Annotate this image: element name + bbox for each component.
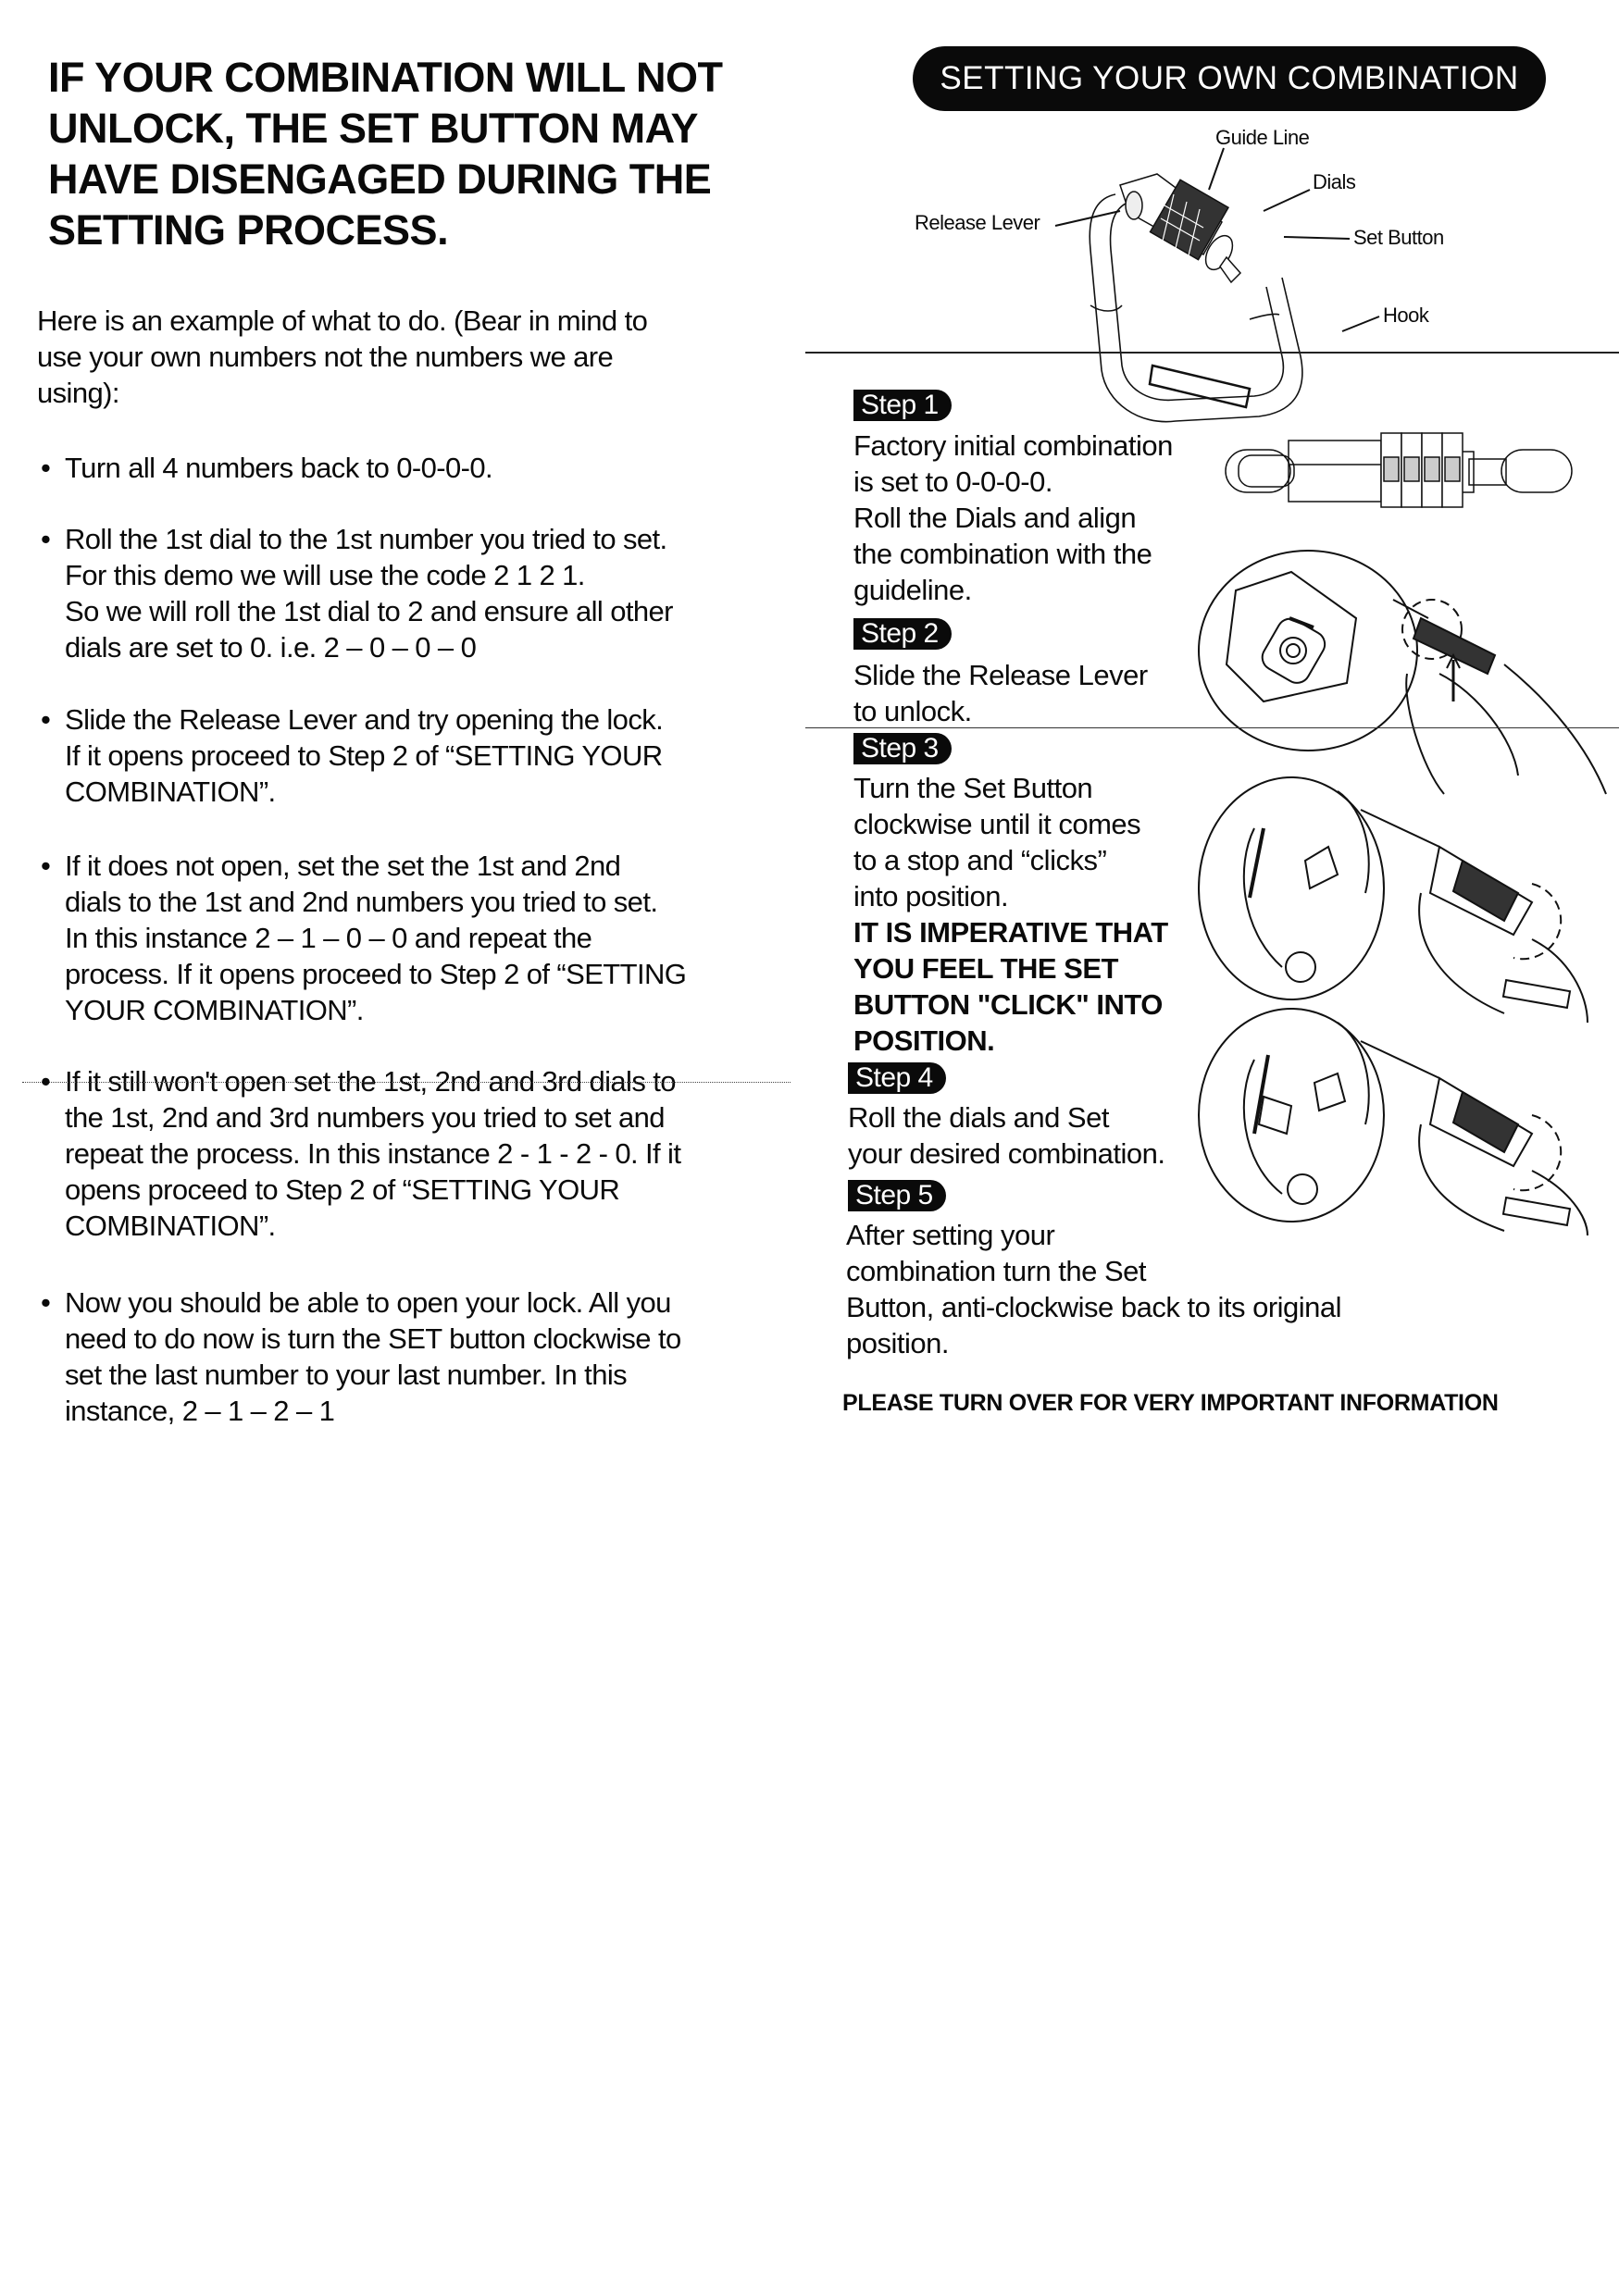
bullet-item <box>41 1063 763 1244</box>
warning-line: BUTTON "CLICK" INTO <box>853 988 1163 1021</box>
divider <box>805 727 1619 728</box>
warning-line: POSITION. <box>853 1024 995 1057</box>
scan-fold-line <box>22 1082 791 1083</box>
warning-line: IT IS IMPERATIVE THAT <box>853 916 1168 949</box>
bullet-line: If it does not open, set the set the 1st and 2nd <box>65 850 621 882</box>
step-badge: Step 1 <box>853 390 952 421</box>
warning-line: YOU FEEL THE SET <box>853 952 1118 985</box>
step-line: Slide the Release Lever <box>853 659 1148 691</box>
step-line: position. <box>846 1327 949 1359</box>
bullet-item <box>41 848 763 1028</box>
step-text <box>853 770 1168 1059</box>
section-header: SETTING YOUR OWN COMBINATION <box>913 46 1546 111</box>
bullet-line: need to do now is turn the SET button clockwise to <box>65 1322 681 1355</box>
step-line: into position. <box>853 880 1009 912</box>
bullet-icon: • <box>41 523 51 555</box>
title-line: UNLOCK, THE SET BUTTON MAY <box>48 105 699 152</box>
bullet-line: opens proceed to Step 2 of “SETTING YOUR <box>65 1173 620 1206</box>
intro-line: use your own numbers not the numbers we are <box>37 341 614 373</box>
intro-line: using): <box>37 377 119 409</box>
title-line: HAVE DISENGAGED DURING THE <box>48 155 712 203</box>
label-hook: Hook <box>1383 304 1429 327</box>
step-line: to unlock. <box>853 695 972 727</box>
step-badge: Step 2 <box>853 618 952 650</box>
divider <box>805 352 1619 354</box>
step-line: to a stop and “clicks” <box>853 844 1107 876</box>
bullet-line: repeat the process. In this instance 2 - 1 - 2 - 0. If it <box>65 1137 681 1170</box>
bullet-icon: • <box>41 850 51 882</box>
release-lever-closeup-icon <box>1199 553 1619 794</box>
bullet-line: instance, 2 – 1 – 2 – 1 <box>65 1395 335 1427</box>
set-button-closeup-icon <box>1199 1004 1619 1245</box>
bullet-line: set the last number to your last number. In this <box>65 1359 628 1391</box>
bullet-item <box>41 521 763 665</box>
step-line: clockwise until it comes <box>853 808 1141 840</box>
bullet-line: Slide the Release Lever and try opening the lock. <box>65 703 664 736</box>
bullet-line: COMBINATION”. <box>65 776 276 808</box>
bullet-line: the 1st, 2nd and 3rd numbers you tried to set and <box>65 1101 665 1134</box>
step-text <box>848 1099 1164 1172</box>
step-badge: Step 3 <box>853 733 952 764</box>
bullet-line: dials to the 1st and 2nd numbers you tried to set. <box>65 886 658 918</box>
step-text <box>853 657 1148 729</box>
bullet-line: process. If it opens proceed to Step 2 of “SETTING <box>65 958 687 990</box>
bullet-icon: • <box>41 1286 51 1319</box>
bullet-line: Now you should be able to open your lock. All you <box>65 1286 671 1319</box>
set-button-closeup-icon <box>1199 773 1619 1023</box>
bullet-line: Turn all 4 numbers back to 0-0-0-0. <box>65 452 493 484</box>
step-line: Factory initial combination <box>853 429 1173 462</box>
bullet-item <box>41 701 763 810</box>
intro-line: Here is an example of what to do. (Bear in mind to <box>37 304 648 337</box>
step-line: After setting your <box>846 1219 1055 1251</box>
step-badge: Step 5 <box>848 1180 946 1211</box>
step-line: Button, anti-clockwise back to its original <box>846 1291 1342 1323</box>
bullet-icon: • <box>41 703 51 736</box>
step-line: Roll the dials and Set <box>848 1101 1109 1134</box>
step-badge: Step 4 <box>848 1062 946 1094</box>
bullet-line: In this instance 2 – 1 – 0 – 0 and repeat the <box>65 922 592 954</box>
bullet-line: If it still won't open set the 1st, 2nd and 3rd dials to <box>65 1065 676 1098</box>
step-line: combination turn the Set <box>846 1255 1147 1287</box>
step-line: is set to 0-0-0-0. <box>853 465 1052 498</box>
step-text <box>853 428 1173 608</box>
step-line: your desired combination. <box>848 1137 1165 1170</box>
step-line: Roll the Dials and align <box>853 502 1137 534</box>
bullet-line: If it opens proceed to Step 2 of “SETTING YOUR <box>65 739 663 772</box>
bullet-line: For this demo we will use the code 2 1 2 1. <box>65 559 585 591</box>
step-line: the combination with the <box>853 538 1152 570</box>
title-line: IF YOUR COMBINATION WILL NOT <box>48 54 723 101</box>
bullet-line: dials are set to 0. i.e. 2 – 0 – 0 – 0 <box>65 631 477 664</box>
bullet-line: So we will roll the 1st dial to 2 and ensure all other <box>65 595 673 627</box>
bullet-line: Roll the 1st dial to the 1st number you tried to set. <box>65 523 667 555</box>
label-release-lever: Release Lever <box>915 211 1040 234</box>
bullet-line: YOUR COMBINATION”. <box>65 994 364 1026</box>
bullet-icon: • <box>41 1065 51 1098</box>
bullet-icon: • <box>41 452 51 484</box>
label-dials: Dials <box>1313 170 1356 193</box>
dial-closeup-icon <box>1224 433 1575 507</box>
step-text <box>846 1217 1341 1361</box>
step-line: guideline. <box>853 574 972 606</box>
label-guide-line: Guide Line <box>1215 126 1310 149</box>
label-set-button: Set Button <box>1353 226 1444 249</box>
title-line: SETTING PROCESS. <box>48 206 449 254</box>
bullet-item <box>41 1285 763 1429</box>
footer-notice: PLEASE TURN OVER FOR VERY IMPORTANT INFORMATION <box>842 1390 1499 1416</box>
step-line: Turn the Set Button <box>853 772 1093 804</box>
bullet-line: COMBINATION”. <box>65 1210 276 1242</box>
